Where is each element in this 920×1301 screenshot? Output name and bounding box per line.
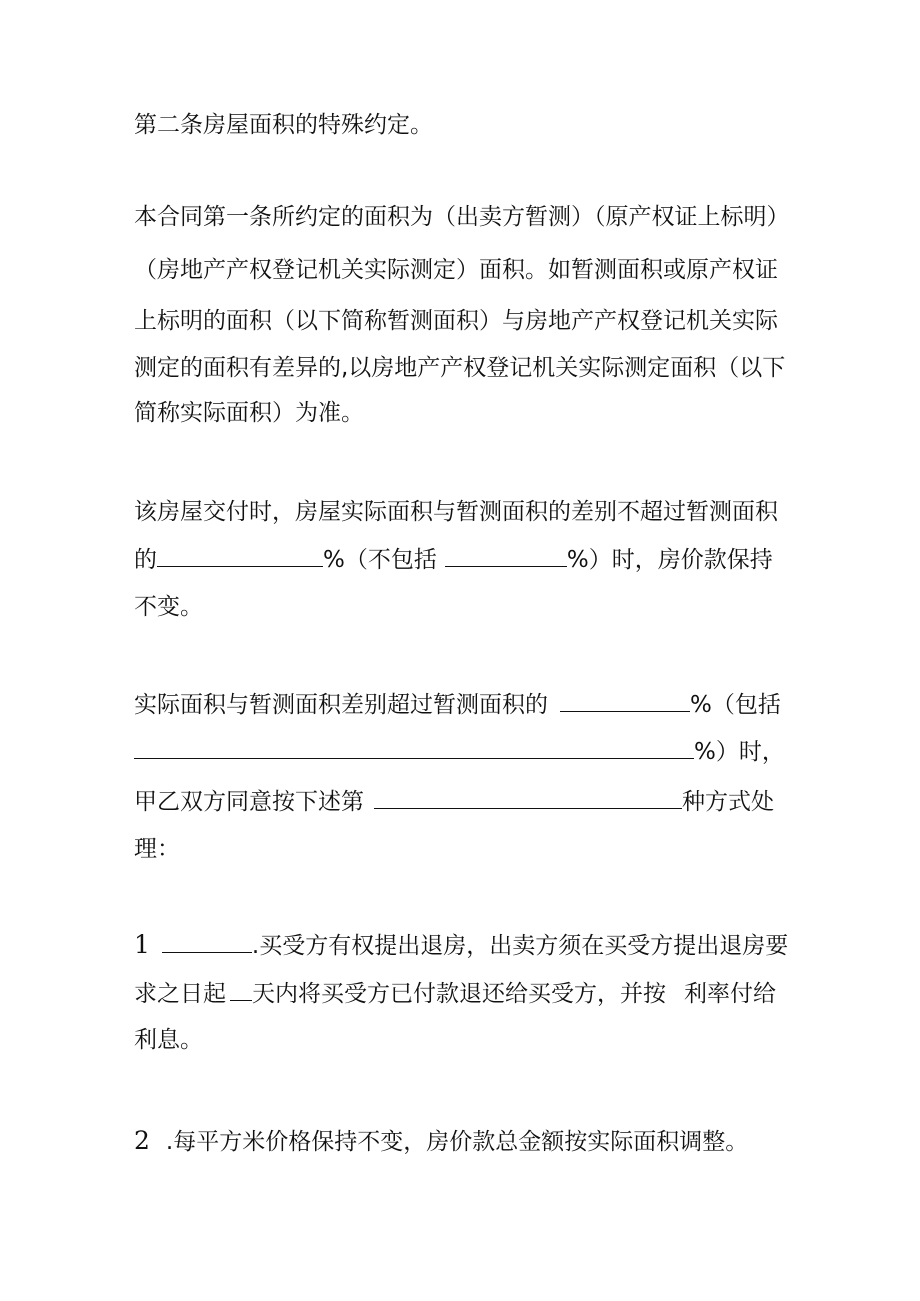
percent-blank-4: [134, 736, 694, 759]
paragraph-1-line-4: 测定的面积有差异的,以房地产产权登记机关实际测定面积（以下: [134, 355, 786, 381]
paragraph-2-line-3: 不变。: [134, 594, 203, 620]
item-1-line-3: 利息。: [134, 1027, 203, 1053]
percent-blank-1: [157, 544, 323, 567]
item-1-blank: [162, 930, 252, 953]
percent-blank-3: [560, 689, 690, 712]
item-1-text-a: .买受方有权提出退房，出卖方须在买受方提出退房要: [251, 933, 789, 959]
paragraph-3-line-1: [134, 689, 781, 720]
paragraph-1-line-5: 简称实际面积）为准。: [134, 400, 364, 426]
paragraph-1-line-2: （房地产产权登记机关实际测定）面积。如暂测面积或原产权证: [134, 257, 778, 283]
paragraph-2-text-a: 的: [134, 547, 157, 573]
item-2-line-1: [134, 1126, 748, 1157]
item-2-text: .每平方米价格保持不变，房价款总金额按实际面积调整。: [165, 1129, 749, 1155]
item-1-number: 1: [134, 930, 150, 959]
paragraph-2-line-2: [134, 544, 773, 575]
paragraph-3-text-e: 种方式处: [682, 789, 774, 815]
item-1-line-1: [134, 930, 788, 961]
percent-blank-2: [445, 544, 567, 567]
paragraph-3-line-2: [134, 736, 785, 767]
paragraph-1-line-3: 上标明的面积（以下简称暂测面积）与房地产产权登记机关实际: [134, 308, 778, 334]
option-number-blank: [374, 786, 682, 809]
section-heading: 第二条房屋面积的特殊约定。: [134, 112, 433, 138]
paragraph-3-text-d: 甲乙双方同意按下述第: [134, 789, 364, 815]
paragraph-3-text-c: %）时，: [694, 739, 785, 765]
item-2-number: 2: [134, 1126, 150, 1155]
item-1-line-2: [134, 978, 776, 1009]
paragraph-2-line-1: 该房屋交付时，房屋实际面积与暂测面积的差别不超过暂测面积: [134, 499, 778, 525]
item-1-text-c: 天内将买受方已付款退还给买受方，并按: [252, 981, 666, 1007]
paragraph-2-text-b: %（不包括: [323, 547, 437, 573]
item-1-text-b: 求之日起: [134, 981, 226, 1007]
paragraph-3-text-a: 实际面积与暂测面积差别超过暂测面积的: [134, 692, 548, 718]
paragraph-3-line-3: [134, 786, 774, 817]
paragraph-3-line-4: 理：: [134, 836, 180, 862]
paragraph-2-text-c: %）时，房价款保持: [566, 547, 773, 573]
paragraph-1-line-1: 本合同第一条所约定的面积为（出卖方暂测）（原产权证上标明）: [134, 204, 790, 230]
paragraph-3-text-b: %（包括: [690, 692, 781, 718]
days-blank: [230, 978, 252, 1001]
item-1-text-d: 利率付给: [684, 981, 776, 1007]
